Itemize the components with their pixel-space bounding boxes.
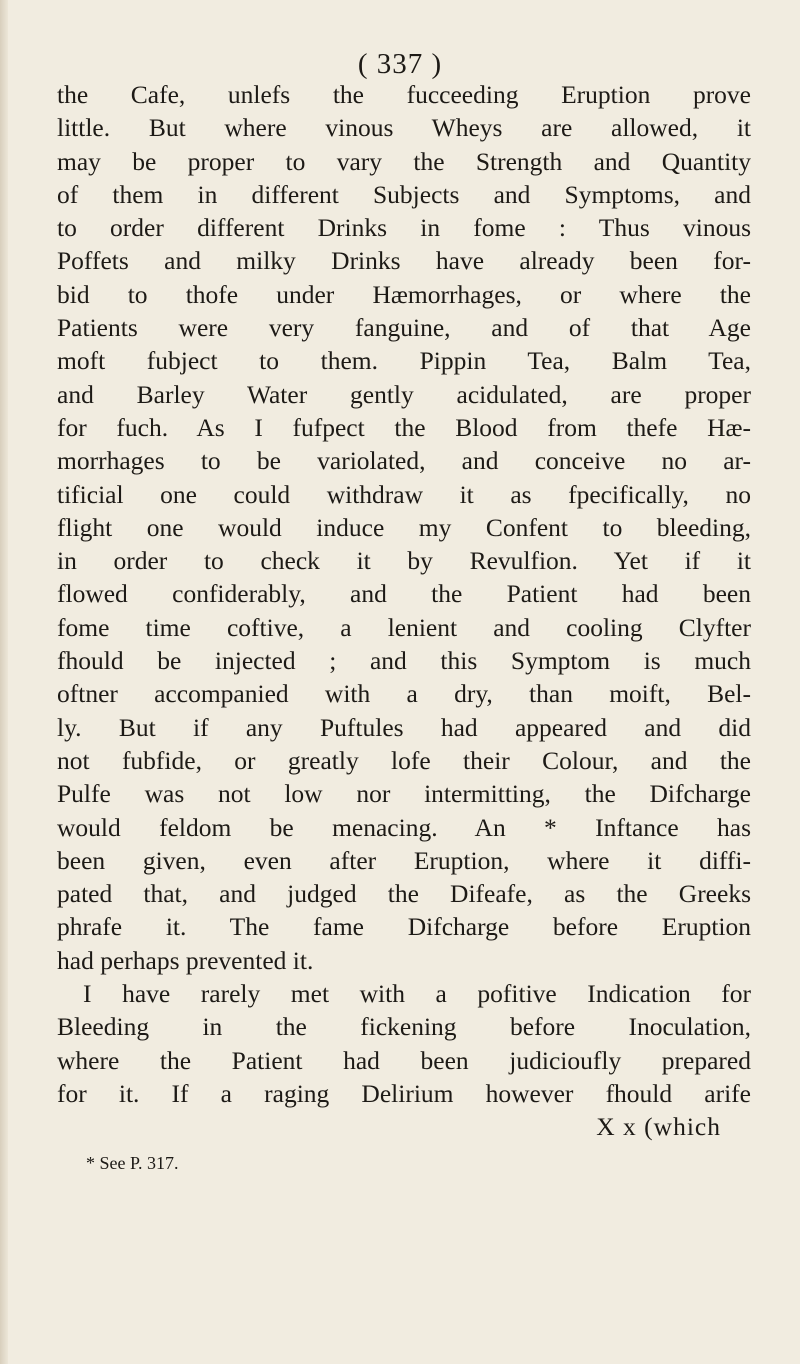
text-line: where the Patient had been judicioufly prepared [57,1045,751,1075]
catchword-line: X x (which [596,1112,721,1142]
text-line: morrhages to be variolated, and conceive no ar- [57,446,751,476]
text-line: and Barley Water gently acidulated, are proper [57,379,751,409]
text-line: fhould be injected ; and this Symptom is much [57,646,751,676]
text-line: tificial one could withdraw it as fpecifically, no [57,479,751,509]
text-line: of them in different Subjects and Symptoms, and [57,179,751,209]
text-line: been given, even after Eruption, where it diffi- [57,845,751,875]
text-line: to order different Drinks in fome : Thus vinous [57,213,751,243]
text-line: for fuch. As I fufpect the Blood from thefe Hæ- [57,412,751,442]
text-line: I have rarely met with a pofitive Indication for [83,979,751,1009]
text-line: oftner accompanied with a dry, than moift, Bel- [57,679,751,709]
text-line: Pulfe was not low nor intermitting, the Difcharge [57,779,751,809]
footnote: * See P. 317. [86,1153,179,1173]
text-line: may be proper to vary the Strength and Quantity [57,146,751,176]
text-line: moft fubject to them. Pippin Tea, Balm Tea, [57,346,751,376]
text-line: pated that, and judged the Difeafe, as the Greeks [57,879,751,909]
body-text [57,78,751,1144]
text-line: the Cafe, unlefs the fucceeding Eruption prove [57,80,751,109]
text-line: not fubfide, or greatly lofe their Colour, and the [57,745,751,775]
text-line: bid to thofe under Hæmorrhages, or where the [57,279,751,309]
text-line: would feldom be menacing. An * Inftance has [57,812,751,842]
text-line: Poffets and milky Drinks have already been for- [57,246,751,276]
text-line: for it. If a raging Delirium however fhould arife [57,1078,751,1108]
page-number-header: ( 337 ) [357,48,443,80]
page-edge [0,0,8,1364]
text-line: ly. But if any Puftules had appeared and did [57,712,751,742]
text-line: Patients were very fanguine, and of that Age [57,313,751,343]
text-line: phrafe it. The fame Difcharge before Eruption [57,912,751,942]
text-line: little. But where vinous Wheys are allowed, it [57,113,751,143]
text-line: in order to check it by Revulfion. Yet if it [57,546,751,576]
text-line: had perhaps prevented it. [57,945,314,975]
text-line: flowed confiderably, and the Patient had been [57,579,751,609]
text-line: fome time coftive, a lenient and cooling Clyfter [57,612,751,642]
text-line: Bleeding in the fickening before Inoculation, [57,1012,751,1042]
text-line: flight one would induce my Confent to bleeding, [57,512,751,542]
